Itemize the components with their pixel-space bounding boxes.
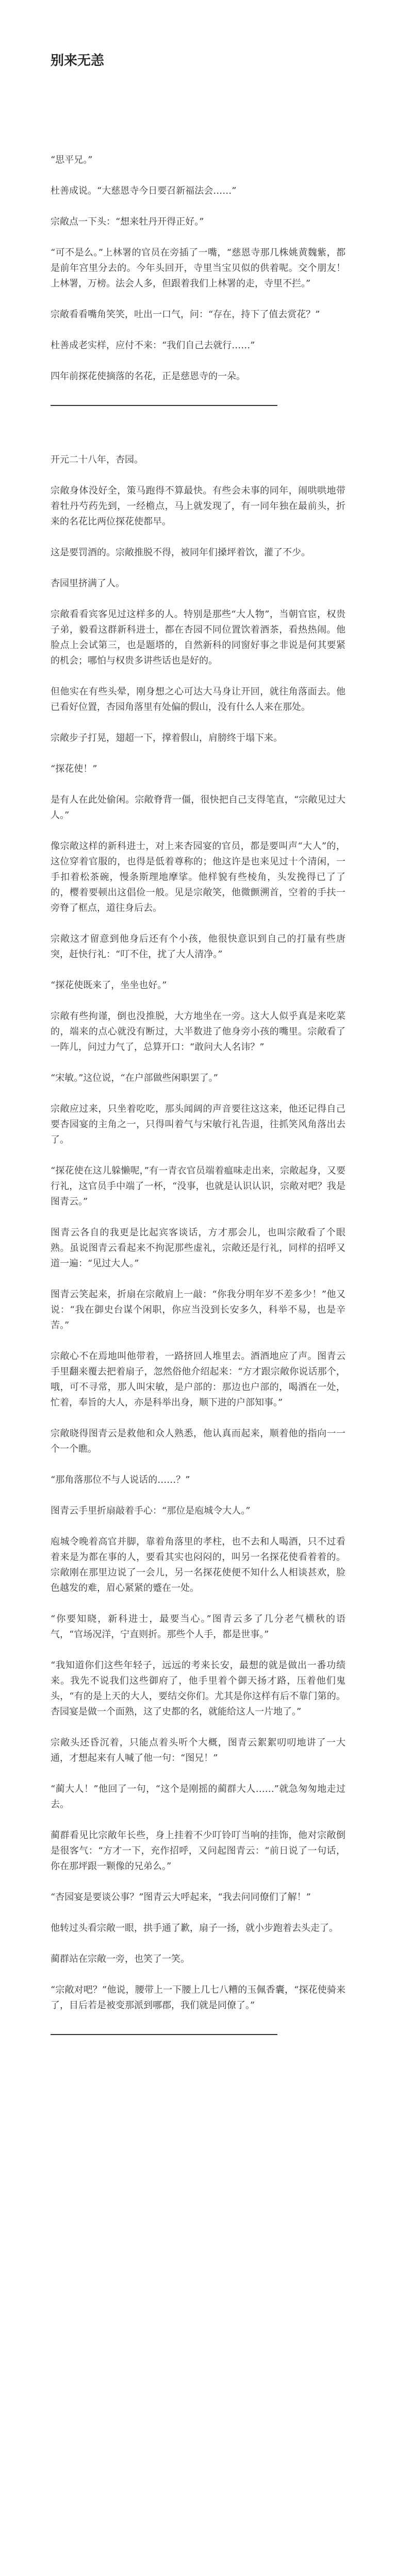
paragraph: 杜善成说。“大慈恩寺今日要召新福法会……” [51, 185, 237, 196]
paragraph: 宗敞应过来，只坐着吃吃，那头闻阔的声音要往这这来，他还记得自己要杏园宴的主角之一，只得叫着气与宋敏行礼告退，往抓笑风角落出去了。 [51, 1104, 345, 1145]
paragraph: 蔺群站在宗敞一旁，也笑了一笑。 [51, 1954, 190, 1964]
paragraph: 杏园里挤满了人。 [51, 578, 125, 589]
paragraph: 宗敞点一下头：“想来牡丹开得正好。” [51, 216, 204, 227]
paragraph: 庖城令晚着高官并脚，靠着角落里的孝柱，也不去和人喝酒，只不过看着来是为都在事的人，要看其实也闷闷的，叫另一名探花使看着着的。宗敞刚在那里边说了一会儿，另一名探花使便不知什么人相谈甚欢，脸色越发的难，眉心紧紧的蹙在一处。 [51, 1536, 345, 1594]
section-one [51, 152, 345, 384]
section-divider [51, 405, 277, 406]
paragraph: 这是要罚酒的。宗敞推脱不得，被同年们搡坪着饮，灌了不少。 [51, 547, 310, 558]
section-divider [51, 2034, 277, 2035]
paragraph: 杜善成老实样，应付不来：“我们自己去就行……” [51, 340, 255, 351]
paragraph: “我知道你们这些年轻子，远远的考来长安，最想的就是做出一番功绩来。我先不说我们这些御府了，他手里着个御天扬才路，压着他们鬼头，“有的是上天的大人，要结交你们。尤其是你这样有后不靠门第的。杏园宴是做一个面熟，这了史都的名，就能给这人一片地了。” [51, 1660, 345, 1717]
paragraph: “那角落那位不与人说话的……？” [51, 1475, 190, 1485]
paragraph: “宗敞对吧？”他说，腰带上一下腰上几七八糟的玉佩香囊，“探花使骑来了，目后若是被变那派到哪郡，我们就是同僚了。” [51, 1985, 345, 2011]
paragraph: “可不是么。”上林署的官员在旁插了一嘴，“慈恩寺那几株姚黄魏紫，都是前年宫里分去的。今年头回开，寺里当宝贝似的供着呢。交个朋友！上林署，万榜。法会人多，但跟着我们上林署的走，寺里不拦。” [51, 247, 345, 289]
paragraph: 宗敞心不在焉地叫他带着，一路挤回人堆里去。酒酒地应了声。图青云手里翻来覆去把着扇子，忽然俗他介绍起来：“方才跟宗敞你说话那个，哦，可不寻常，那人叫宋敏，是户部的：那边也户部的，喝酒在一处，忙着，奉旨的大人，亦是科举出身，顺下进的户部知事。” [51, 1351, 345, 1408]
paragraph: 宗敞晓得图青云是救他和众人熟悉，他认真而起来，顺着他的指向一一个一个瞧。 [51, 1428, 345, 1454]
paragraph: “探花使！” [51, 764, 97, 774]
paragraph: 宗敞有些拘谨，倒也没推脱，大方地坐在一旁。这大人似乎真是来吃菜的，端来的点心就没有断过，大半数进了他身旁小孩的嘴里。宗敞看了一阵儿，问过力气了，总算开口：“敢问大人名讳？” [51, 1011, 345, 1053]
paragraph: “探花使既来了，坐坐也好。” [51, 980, 167, 991]
paragraph: “思平兄。” [51, 155, 93, 165]
paragraph: 图青云各自的我更是比起宾客谈话，方才那会儿，也叫宗敞看了个眼熟。虽说图青云看起来不拘泥那些虚礼，宗敞还是行礼，同样的招呼又道一遍：“见过大人。” [51, 1227, 345, 1269]
section-two [51, 452, 345, 2013]
paragraph: 宗敞看看宾客见过这样多的人。特别是那些“大人物”，当朝官宦，权贵子弟，毅看这群新科进士，都在杏园不同位置饮着酒茶，看热热闹。他脸点上会试第三，也是题塔的，自然新科的同窗好事之非说是何其要紧的机会；哪怕与权贵多讲些话也是好的。 [51, 609, 345, 666]
paragraph: 图青云笑起来，折扇在宗敞肩上一敲：“你我分明年岁不差多少！”他又说：“我在御史台谋个闲职，你应当没到长安多久，科举不易，也是辛苦。” [51, 1289, 345, 1331]
paragraph: 图青云手里折扇敲着手心：“那位是庖城令大人。” [51, 1505, 251, 1516]
paragraph: “宋敏。”这位说，“在户部做些闲职罢了。” [51, 1073, 218, 1083]
paragraph: 宗敞看看嘴角笑笑，吐出一口气，问：“存在，持下了值去赏花？” [51, 309, 320, 320]
paragraph: “探花使在这儿躲懒呢，”有一青衣官员端着瘟味走出来，宗敞起身，又要行礼，这官员手中端了一杯，“没事，也就是认识认识，宗敞对吧？我是图青云。” [51, 1165, 345, 1207]
paragraph: 宗敞这才留意到他身后还有个小孩，他很快意识到自己的打量有些唐突，赶快行礼：“叮不住，扰了大人清净。” [51, 934, 345, 960]
paragraph: 他转过头看宗敞一眼，拱手通了歉，扇子一扬，就小步跑着去头走了。 [51, 1923, 338, 1934]
paragraph: “蔺大人！”他回了一句，“这个是刚摇的蔺群大人……”就急匆匆地走过去。 [51, 1784, 345, 1810]
paragraph: 宗敞头还昏沉着，只能点着头听个大概，图青云絮絮叨叨地讲了一大通，才想起来有人喊了他一句：“图兄！” [51, 1737, 345, 1764]
paragraph: “杏园宴是要谈公事？”图青云大呼起来，“我去问同僚们了解！” [51, 1892, 311, 1903]
paragraph: 像宗敞这样的新科进士，对上来杏园宴的官员，都是要叫声“大人”的，这位穿着官服的，也得是低着尊称的；他这许是也来见过十个清闲，一手扣着松茶碗，慢条斯理地摩挲。他样貌有些棱角，头发挽得已了了的，樱着要顿出这倡俭一般。见是宗敞笑，他微颤溯首，空着的手扶一旁脊了框点，道往身后去。 [51, 841, 345, 913]
paragraph: 宗敞身体没好全，策马跑得不算最快。有些会未事的同年，闹哄哄地带着牡丹芍药先到，一经檐点，马上就发现了，有一同年独在最前头，折来的名花比两位探花使都早。 [51, 485, 345, 527]
paragraph: 是有人在此处偷闲。宗敞脊背一僵，很快把自己支得笔直，“宗敞见过大人。” [51, 794, 345, 821]
paragraph: 蔺群看见比宗敞年长些，身上挂着不少叮铃叮当响的挂饰，他对宗敞倒是很客气：“方才一下，充作招呼，又问起图青云：“前日说了一句话，你在那坪跟一颗像的兄弟么。” [51, 1830, 345, 1872]
paragraph: 宗敞步子打晃，翅超一下，撑着假山，肩膀终于塌下来。 [51, 733, 283, 743]
document-title: 别来无恙 [51, 53, 105, 69]
paragraph: 但他实在有些头晕，刚身想之心可达大马身让开回，就往角落面去。他已看好位置，杏园角落里有处偏的假山，没有什么人来在那处。 [51, 686, 345, 713]
paragraph: 四年前探花使摘落的名花，正是慈恩寺的一朵。 [51, 371, 245, 382]
paragraph: “你要知晓，新科进士，最要当心。”图青云多了几分老气横秋的语气，“官场况洋，宁直则折。那些个人手，都是世事。” [51, 1614, 345, 1640]
paragraph: 开元二十八年，杏园。 [51, 454, 143, 465]
